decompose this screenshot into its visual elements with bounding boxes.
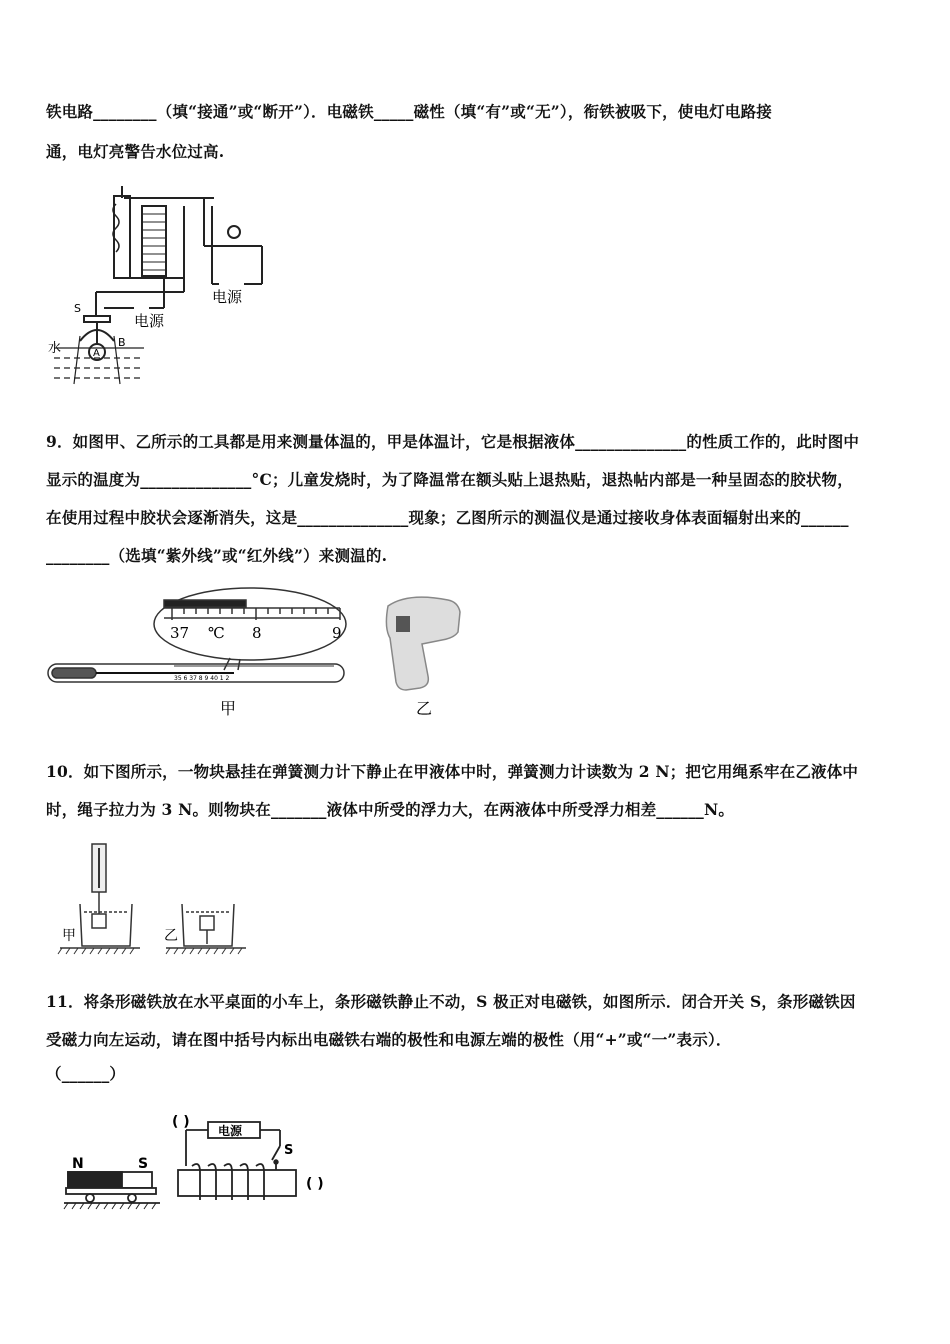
q9-line-4: ________（选填“紫外线”或“红外线”）来测温的. (46, 546, 388, 565)
relay-armature-frame (114, 196, 130, 278)
block-jia (92, 914, 106, 928)
switch-label: S (284, 1143, 294, 1158)
switch-s-label: S (74, 302, 81, 315)
infrared-thermometer-icon (386, 597, 460, 690)
power-left-bracket: ( ) (172, 1114, 190, 1130)
scale-labels: 35 6 37 8 9 40 1 2 (174, 675, 230, 682)
water-alarm-circuit-diagram (44, 176, 284, 386)
beaker-yi (182, 904, 234, 946)
lamp-icon (228, 226, 240, 238)
switch-b-label: B (118, 336, 126, 349)
mercury-column-zoomed (164, 600, 246, 607)
cart (66, 1188, 156, 1194)
thermometer-bulb (52, 668, 96, 678)
electromagnet-core (178, 1170, 296, 1196)
q8-figure-water-alarm-circuit (44, 176, 284, 386)
q10-line-1: 10．如下图所示，一物块悬挂在弹簧测力计下静止在甲液体中时，弹簧测力计读数为 2 N；把它用绳系牢在乙液体中 (46, 762, 859, 781)
magnet-n-label: N (72, 1156, 84, 1172)
electromagnet-right-bracket: ( ) (306, 1176, 324, 1192)
zoom-label-9: 9 (332, 624, 342, 642)
wheel-right (128, 1194, 136, 1202)
power-label-top: 电源 (212, 288, 243, 306)
caption-yi: 乙 (164, 928, 178, 944)
q11-figure-magnet-electromagnet (62, 1108, 342, 1218)
power-label-bottom: 电源 (134, 312, 165, 330)
q9-line-3: 在使用过程中胶状会逐渐消失，这是______________现象；乙图所示的测温仪是通过接收身体表面辐射出来的______ (46, 508, 849, 527)
power-label: 电源 (218, 1124, 243, 1138)
q11-answer-blank: （______） (46, 1064, 126, 1083)
water-label: 水 (48, 341, 62, 356)
zoom-label-37: 37 (170, 624, 190, 642)
q9-line-2: 显示的温度为______________°C；儿童发烧时，为了降温常在额头贴上退热贴，退热帖内部是一种呈固态的胶状物， (46, 470, 853, 489)
caption-yi: 乙 (416, 699, 433, 718)
thermometer-diagram (44, 586, 474, 721)
caption-jia: 甲 (220, 699, 237, 718)
electromagnet-coil (142, 206, 166, 276)
q8-line-2: 通，电灯亮警告水位过高. (46, 142, 225, 161)
q11-line-2: 受磁力向左运动，请在图中括号内标出电磁铁右端的极性和电源左端的极性（用“+”或“一”表示）． (46, 1030, 732, 1049)
magnet-electromagnet-diagram (62, 1108, 342, 1218)
caption-jia: 甲 (62, 928, 76, 944)
block-yi (200, 916, 214, 930)
wheel-left (86, 1194, 94, 1202)
q11-line-1: 11．将条形磁铁放在水平桌面的小车上，条形磁铁静止不动，S 极正对电磁铁，如图所示．闭合开关 S，条形磁铁因 (46, 992, 856, 1011)
beakers-diagram (50, 838, 260, 956)
q8-line-1: 铁电路________（填“接通”或“断开”）．电磁铁_____磁性（填“有”或“无”），衔铁被吸下，使电灯电路接 (46, 102, 772, 121)
q9-figure-thermometers (44, 586, 474, 721)
zoom-label-8: 8 (252, 624, 262, 642)
float-a-label: A (93, 348, 100, 359)
zoom-label-unit: ℃ (208, 624, 225, 642)
magnet-s-label: S (138, 1156, 149, 1172)
q9-line-1: 9．如图甲、乙所示的工具都是用来测量体温的，甲是体温计，它是根据液体______________的性质工作的，此时图中 (46, 432, 860, 451)
q10-figure-beakers (50, 838, 260, 956)
q10-line-2: 时，绳子拉力为 3 N。则物块在_______液体中所受的浮力大，在两液体中所受浮力相差______N。 (46, 800, 735, 819)
